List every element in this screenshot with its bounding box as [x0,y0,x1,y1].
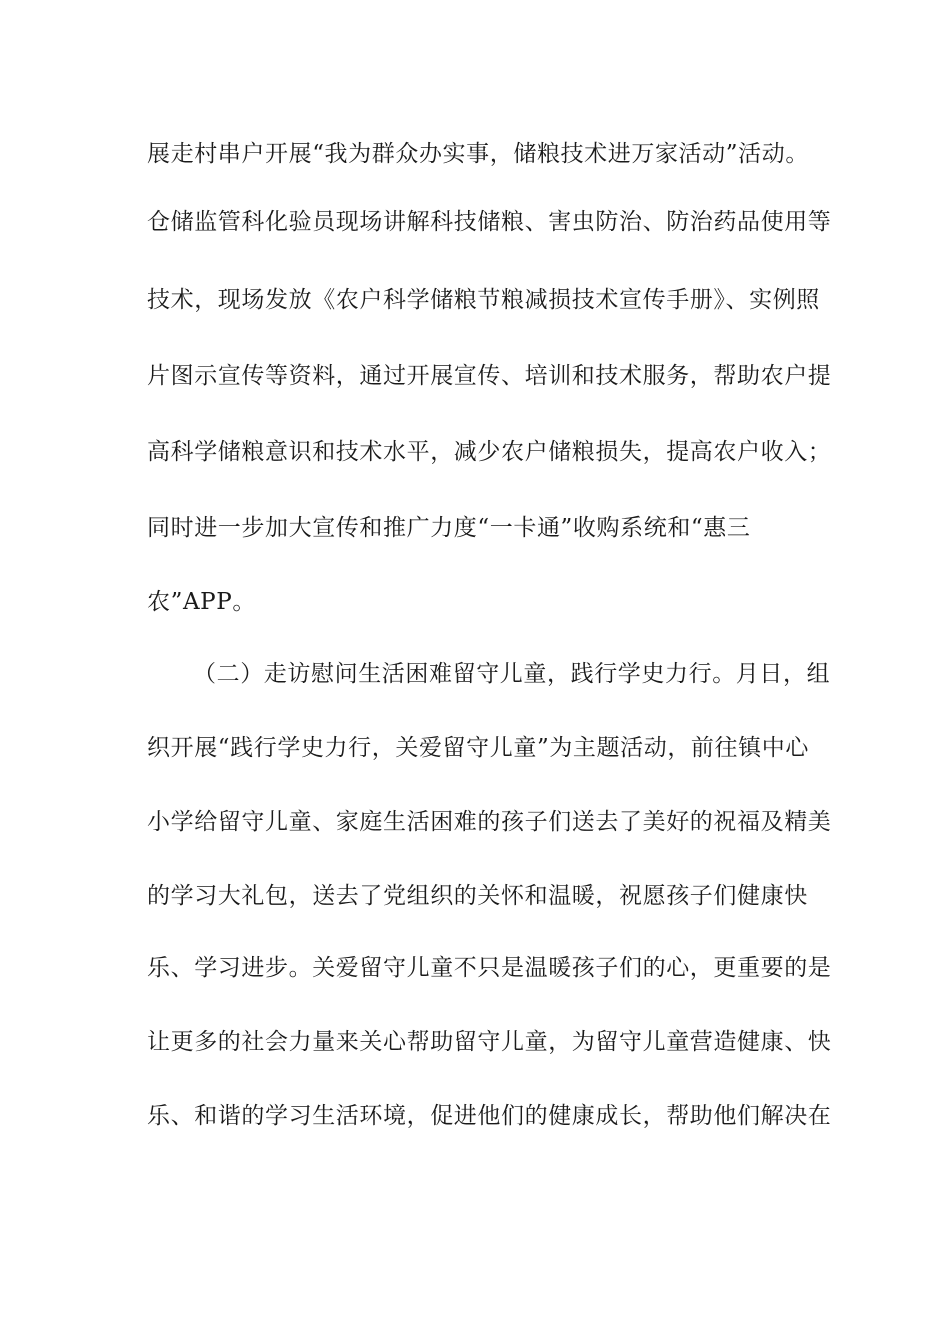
text-line-6: 同时进一步加大宣传和推广力度“一卡通”收购系统和“惠三 [147,515,751,541]
text-line-13: 让更多的社会力量来关心帮助留守儿童，为留守儿童营造健康、快 [147,1029,832,1055]
text-line-3: 技术，现场发放《农户科学储粮节粮减损技术宣传手册》、实例照 [147,287,820,313]
text-line-9: 织开展“践行学史力行，关爱留守儿童”为主题活动，前往镇中心 [147,735,809,761]
text-line-14: 乐、和谐的学习生活环境，促进他们的健康成长，帮助他们解决在 [147,1103,832,1129]
paragraph-2-first-line: （二）走访慰问生活困难留守儿童，践行学史力行。月日，组 [193,661,831,687]
text-line-11: 的学习大礼包，送去了党组织的关怀和温暖，祝愿孩子们健康快 [147,883,808,909]
text-line-1: 展走村串户开展“我为群众办实事，储粮技术进万家活动”活动。 [147,141,809,167]
text-line-5: 高科学储粮意识和技术水平，减少农户储粮损失，提高农户收入； [147,439,832,465]
text-line-12: 乐、学习进步。关爱留守儿童不只是温暖孩子们的心，更重要的是 [147,955,832,981]
text-line-10: 小学给留守儿童、家庭生活困难的孩子们送去了美好的祝福及精美 [147,809,832,835]
text-line-4: 片图示宣传等资料，通过开展宣传、培训和技术服务，帮助农户提 [147,363,832,389]
text-line-2: 仓储监管科化验员现场讲解科技储粮、害虫防治、防治药品使用等 [147,209,832,235]
text-line-7: 农”APP。 [147,589,256,615]
